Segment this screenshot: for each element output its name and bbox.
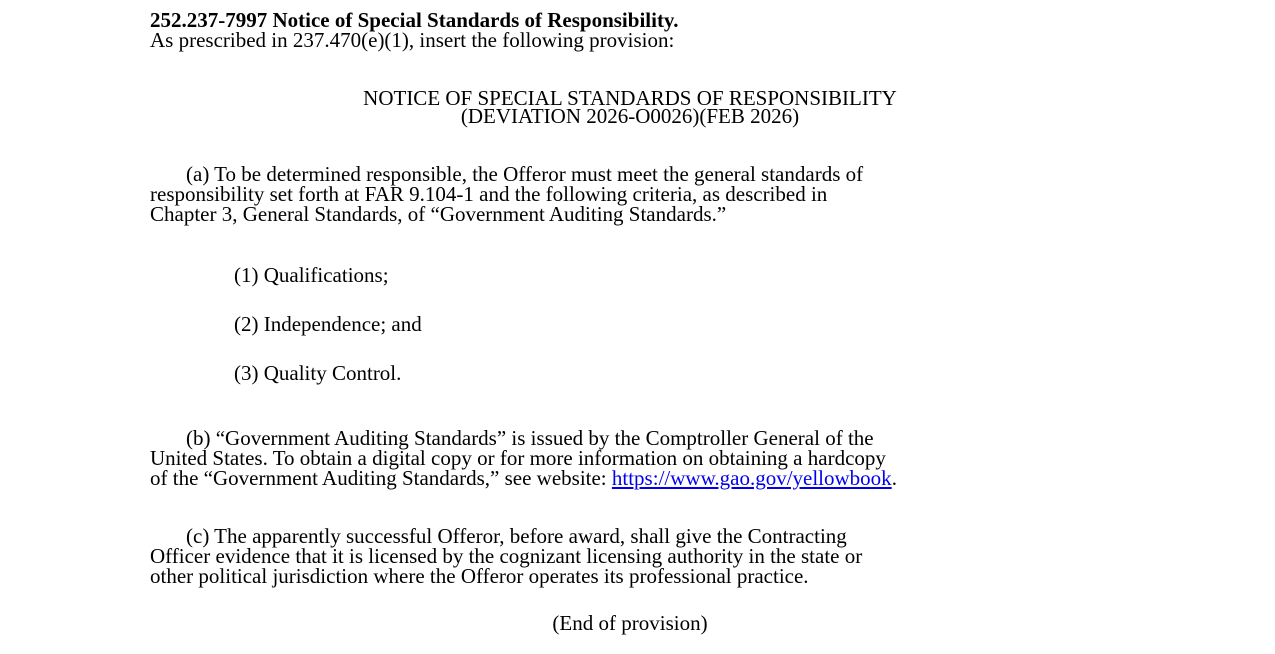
provision-title: NOTICE OF SPECIAL STANDARDS OF RESPONSIBILITY — [363, 86, 897, 110]
prescription-text: As prescribed in 237.470(e)(1), insert the following provision: — [150, 28, 675, 52]
end-of-provision: (End of provision) — [552, 611, 708, 635]
paragraph-b — [150, 428, 1130, 488]
criteria-item-quality-control: (3) Quality Control. — [234, 361, 402, 385]
paragraph-c-line: (c) The apparently successful Offeror, before award, shall give the Contracting — [186, 524, 847, 548]
criteria-item-independence: (2) Independence; and — [234, 312, 422, 336]
yellowbook-link[interactable]: https://www.gao.gov/yellowbook — [611, 466, 892, 490]
paragraph-a — [150, 164, 1130, 224]
paragraph-a-line: (a) To be determined responsible, the Offeror must meet the general standards of — [186, 162, 864, 186]
paragraph-b-line: United States. To obtain a digital copy or for more information on obtaining a hardcopy — [150, 446, 886, 470]
paragraph-b-last-line — [150, 468, 1130, 488]
paragraph-a-line: Chapter 3, General Standards, of “Government Auditing Standards.” — [150, 202, 727, 226]
provision-deviation-date: (DEVIATION 2026-O0026)(FEB 2026) — [460, 104, 800, 128]
paragraph-c — [150, 526, 1130, 586]
section-heading: 252.237-7997 Notice of Special Standards of Responsibility. — [150, 8, 679, 32]
paragraph-c-line: other political jurisdiction where the Offeror operates its professional practice. — [150, 564, 809, 588]
paragraph-a-line: responsibility set forth at FAR 9.104-1 and the following criteria, as described in — [150, 182, 828, 206]
criteria-item-qualifications: (1) Qualifications; — [234, 263, 389, 287]
paragraph-b-last-line-suffix: . — [891, 466, 897, 490]
paragraph-b-line: (b) “Government Auditing Standards” is issued by the Comptroller General of the — [186, 426, 874, 450]
paragraph-b-last-line-prefix: of the “Government Auditing Standards,” see website: — [150, 466, 612, 490]
paragraph-c-line: Officer evidence that it is licensed by the cognizant licensing authority in the state or — [150, 544, 863, 568]
